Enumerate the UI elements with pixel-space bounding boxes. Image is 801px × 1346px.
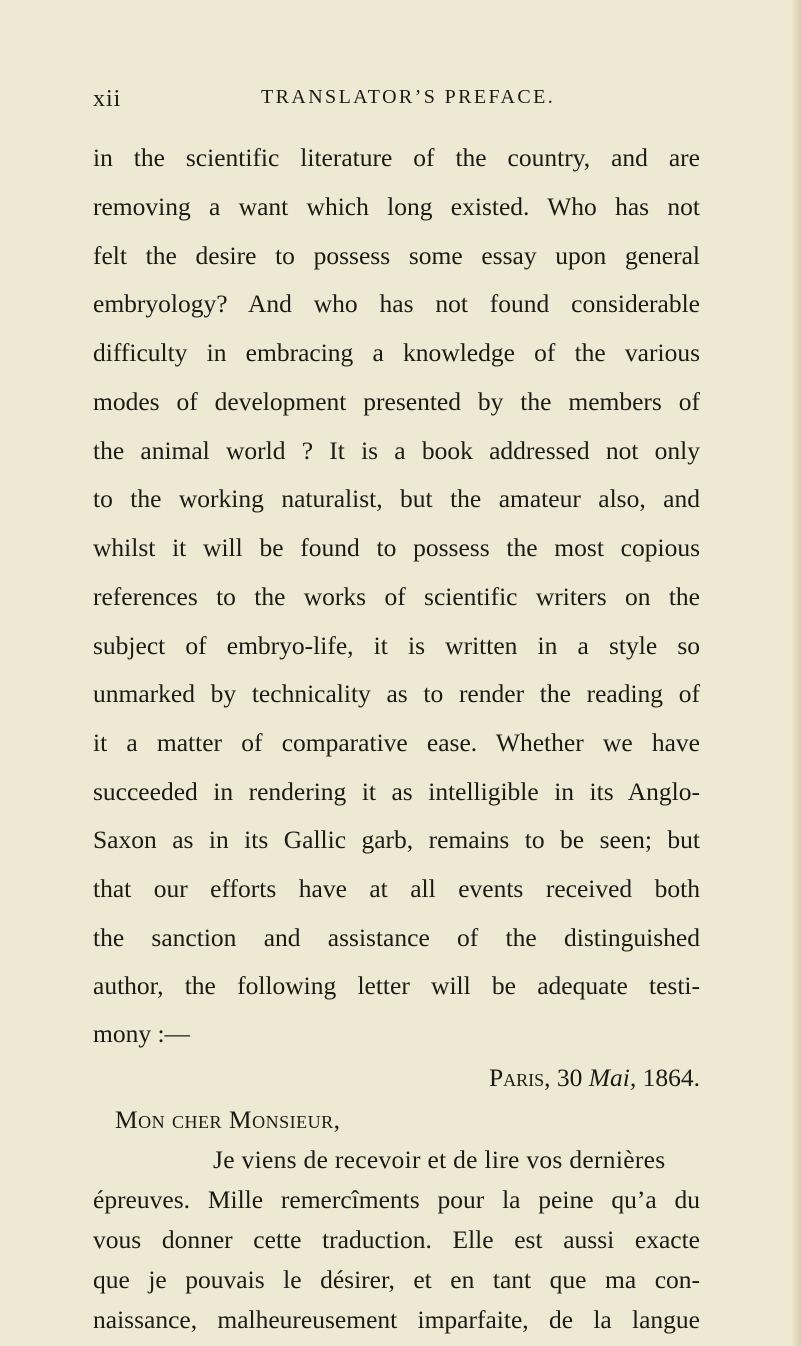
running-head: TRANSLATOR’S PREFACE. [261,86,556,108]
body-line: references to the works of scientific writers on the [93,582,700,611]
body-line: the sanction and assistance of the distinguished [93,923,700,952]
letter-line: vous donner cette traduction. Elle est aussi exacte [93,1225,700,1254]
letter-salutation: Mon cher Monsieur, [115,1105,341,1134]
body-line: subject of embryo-life, it is written in a style so [93,631,700,660]
page-header [93,86,701,120]
body-line: the animal world ? It is a book addressed not only [93,436,700,465]
letter-place: Paris, [488,1063,551,1092]
page-number: xii [93,86,122,112]
letter-line: épreuves. Mille remercîments pour la peine qu’a du [93,1185,700,1214]
body-line: modes of development presented by the members of [93,387,700,416]
body-line: succeeded in rendering it as intelligible in its Anglo- [93,777,700,806]
letter-line: Je viens de recevoir et de lire vos dernières [213,1145,666,1174]
letter-day: 30 [556,1063,583,1092]
body-line: in the scientific literature of the country, and are [93,143,700,172]
letter-year: 1864. [642,1063,700,1092]
body-line: author, the following letter will be adequate testi- [93,971,700,1000]
body-line: to the working naturalist, but the amateur also, and [93,484,700,513]
body-line: that our efforts have at all events received both [93,874,700,903]
body-line: mony :— [93,1019,191,1048]
body-line: embryology? And who has not found considerable [93,289,700,318]
letter-line: que je pouvais le désirer, et en tant que ma con- [93,1265,700,1294]
page-edge-shadow [791,0,801,1346]
body-line: whilst it will be found to possess the most copious [93,533,700,562]
letter-line: naissance, malheureusement imparfaite, de la langue [93,1305,700,1334]
letter-month: Mai, [588,1063,637,1092]
body-line: difficulty in embracing a knowledge of the various [93,338,700,367]
body-line: removing a want which long existed. Who has not [93,192,700,221]
body-line: felt the desire to possess some essay upon general [93,241,700,270]
body-line: unmarked by technicality as to render the reading of [93,679,700,708]
body-line: it a matter of comparative ease. Whether we have [93,728,700,757]
letter-dateline [489,1060,700,1096]
body-line: Saxon as in its Gallic garb, remains to be seen; but [93,825,700,854]
